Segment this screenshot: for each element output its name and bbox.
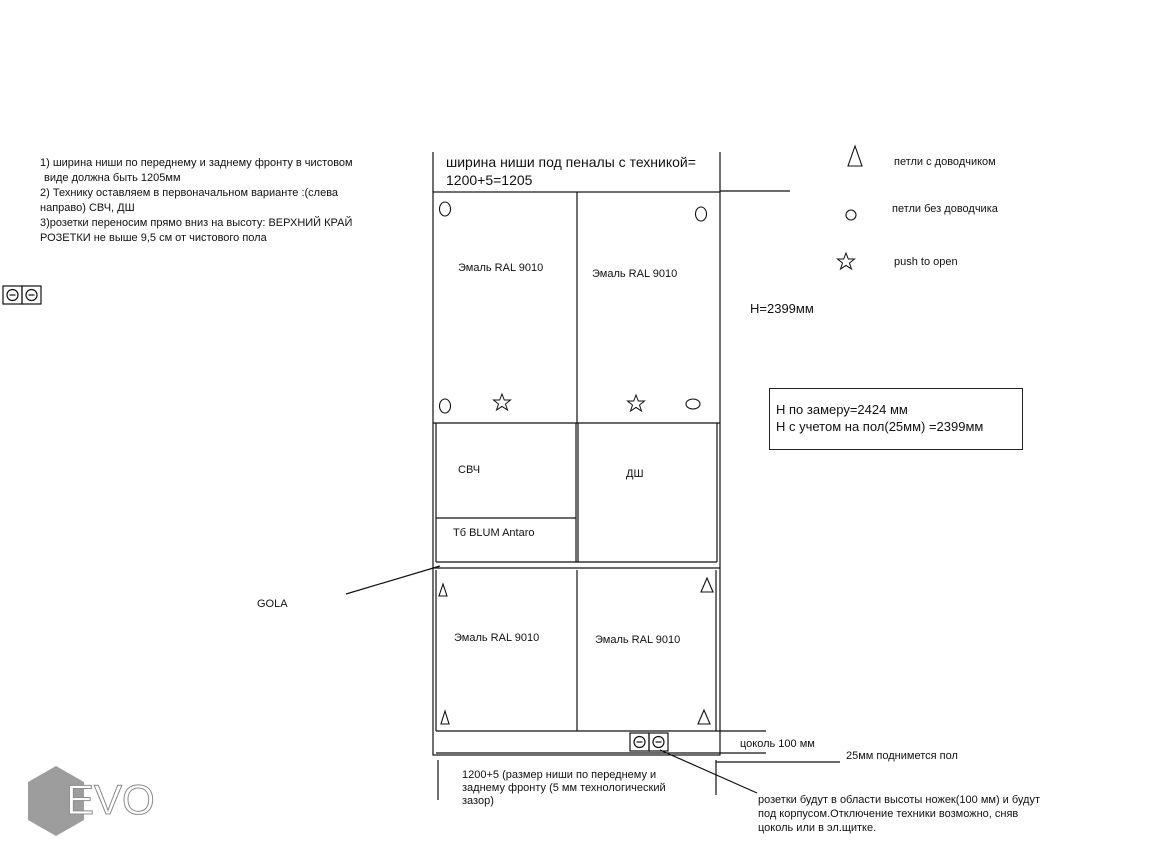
legend-star-icon [838,253,855,269]
panel-bottom-right-label: Эмаль RAL 9010 [595,634,681,646]
measure-box [769,388,1023,450]
niche-width-title: ширина ниши под пеналы с техникой= [446,154,696,170]
note-1: 1) ширина ниши по переднему и заднему фронту в чистовом [40,157,353,169]
bottom-dimension-note: 1200+5 (размер ниши по переднему и заднему фронту (5 мм технологический зазор) [462,769,666,807]
sockets-note-line-2: под корпусом.Отключение техники возможно, сняв [758,808,1019,820]
height-label: H=2399мм [750,301,814,316]
gola-label: GOLA [257,598,288,610]
logo-text: EVO [66,776,155,823]
measure-line-1: H по замеру=2424 мм [776,402,908,417]
sockets-note-line-1: розетки будут в области высоты ножек(100 мм) и будут [758,794,1041,806]
push-to-open-icon [494,394,511,410]
measure-line-2: H с учетом на пол(25мм) =2399мм [776,419,984,434]
hinge-soft-close-icon [439,584,447,596]
panel-top-left-label: Эмаль RAL 9010 [458,262,544,274]
hinge-no-soft-close-icon [440,399,451,413]
hinge-no-soft-close-icon [696,207,707,221]
legend-oval-icon [846,210,856,220]
dishwasher-label: ДШ [626,468,644,480]
legend-no-soft-close-label: петли без доводчика [892,203,998,215]
hinge-soft-close-icon [441,711,449,724]
panel-bottom-left-label: Эмаль RAL 9010 [454,632,540,644]
microwave-label: СВЧ [458,464,481,476]
legend-soft-close-label: петли с доводчиком [894,156,996,168]
hinge-soft-close-icon [701,578,713,592]
note-3: 3)розетки переносим прямо вниз на высоту: ВЕРХНИЙ КРАЙ РОЗЕТКИ не выше 9,5 см от чистового пола [40,217,353,244]
note-1b: виде должна быть 1205мм [44,172,181,184]
socket-icon [3,286,41,304]
push-to-open-icon [628,395,645,411]
niche-width-value: 1200+5=1205 [446,172,533,188]
hinge-no-soft-close-icon [440,202,451,216]
plinth-label: цоколь 100 мм [740,738,815,750]
socket-icon [630,733,668,751]
note-2: 2) Технику оставляем в первоначальном варианте :(слева направо) СВЧ, ДШ [40,187,339,214]
sockets-note-line-3: цоколь или в эл.щитке. [758,822,877,834]
blum-label: Тб BLUM Antaro [453,527,535,539]
panel-top-right-label: Эмаль RAL 9010 [592,268,678,280]
hinge-no-soft-close-icon [686,399,700,409]
legend-push-to-open-label: push to open [894,256,958,268]
floor-label: 25мм поднимется пол [846,750,958,762]
hinge-soft-close-icon [698,710,710,724]
legend-triangle-icon [848,146,862,166]
evo-logo [26,766,166,836]
